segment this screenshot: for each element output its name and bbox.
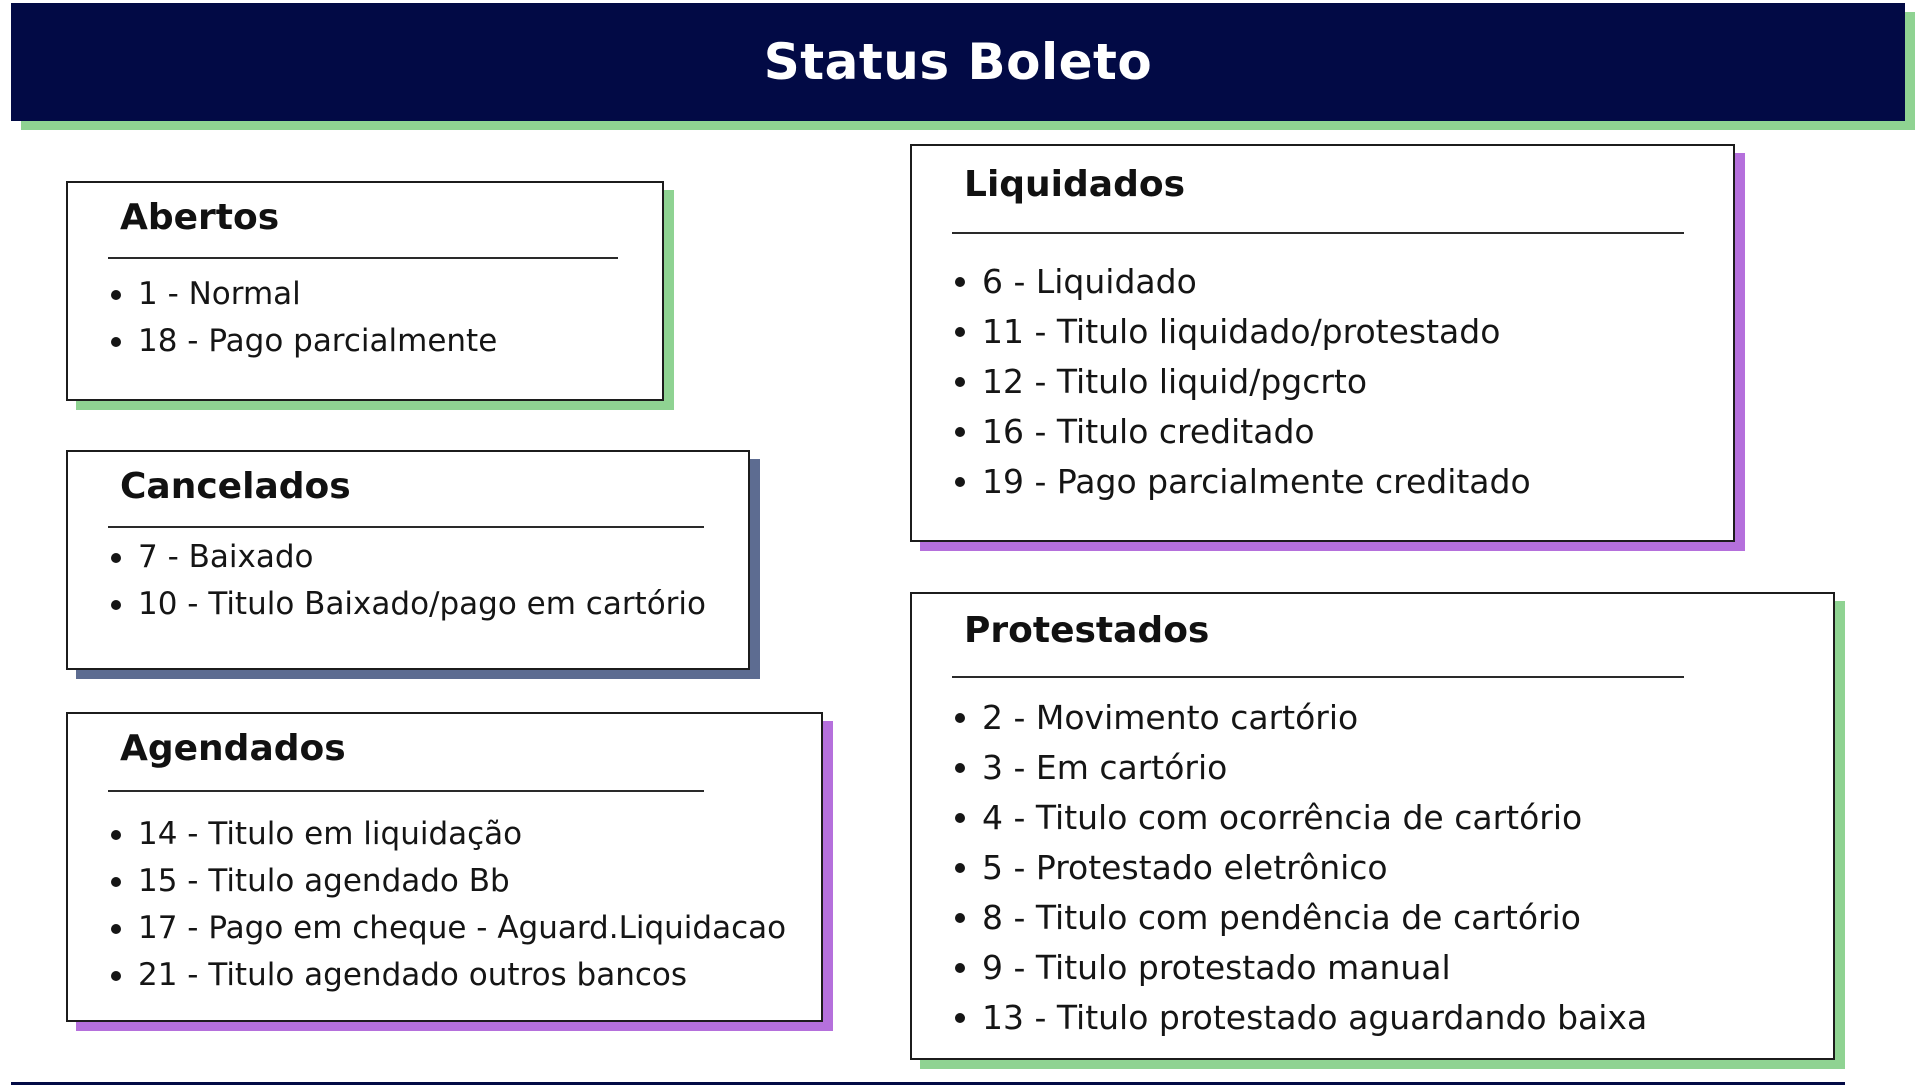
status-list-abertos	[108, 271, 497, 365]
list-item: 1 - Normal	[108, 271, 497, 318]
group-card-liquidados	[910, 144, 1735, 542]
status-list-cancelados	[108, 534, 706, 628]
list-item: 15 - Titulo agendado Bb	[108, 858, 786, 905]
group-card-agendados	[66, 712, 823, 1022]
title-banner	[11, 3, 1905, 121]
page-title: Status Boleto	[763, 33, 1153, 91]
list-item: 17 - Pago em cheque - Aguard.Liquidacao	[108, 905, 786, 952]
list-item: 5 - Protestado eletrônico	[952, 843, 1647, 893]
status-list-liquidados	[952, 257, 1531, 507]
group-card-cancelados	[66, 450, 750, 670]
group-divider	[108, 526, 704, 528]
list-item: 14 - Titulo em liquidação	[108, 811, 786, 858]
list-item: 4 - Titulo com ocorrência de cartório	[952, 793, 1647, 843]
list-item: 11 - Titulo liquidado/protestado	[952, 307, 1531, 357]
status-list-protestados	[952, 693, 1647, 1043]
list-item: 21 - Titulo agendado outros bancos	[108, 952, 786, 999]
status-list-agendados	[108, 811, 786, 999]
list-item: 13 - Titulo protestado aguardando baixa	[952, 993, 1647, 1043]
list-item: 19 - Pago parcialmente creditado	[952, 457, 1531, 507]
list-item: 7 - Baixado	[108, 534, 706, 581]
list-item: 9 - Titulo protestado manual	[952, 943, 1647, 993]
group-card-abertos	[66, 181, 664, 401]
group-title-cancelados: Cancelados	[120, 466, 351, 507]
group-card-protestados	[910, 592, 1835, 1060]
list-item: 12 - Titulo liquid/pgcrto	[952, 357, 1531, 407]
list-item: 6 - Liquidado	[952, 257, 1531, 307]
group-title-agendados: Agendados	[120, 728, 346, 769]
list-item: 16 - Titulo creditado	[952, 407, 1531, 457]
list-item: 18 - Pago parcialmente	[108, 318, 497, 365]
group-title-abertos: Abertos	[120, 197, 280, 238]
list-item: 3 - Em cartório	[952, 743, 1647, 793]
list-item: 2 - Movimento cartório	[952, 693, 1647, 743]
list-item: 8 - Titulo com pendência de cartório	[952, 893, 1647, 943]
group-title-liquidados: Liquidados	[964, 164, 1186, 205]
group-divider	[952, 676, 1684, 678]
group-divider	[952, 232, 1684, 234]
group-title-protestados: Protestados	[964, 610, 1210, 651]
group-divider	[108, 790, 704, 792]
group-divider	[108, 257, 618, 259]
list-item: 10 - Titulo Baixado/pago em cartório	[108, 581, 706, 628]
